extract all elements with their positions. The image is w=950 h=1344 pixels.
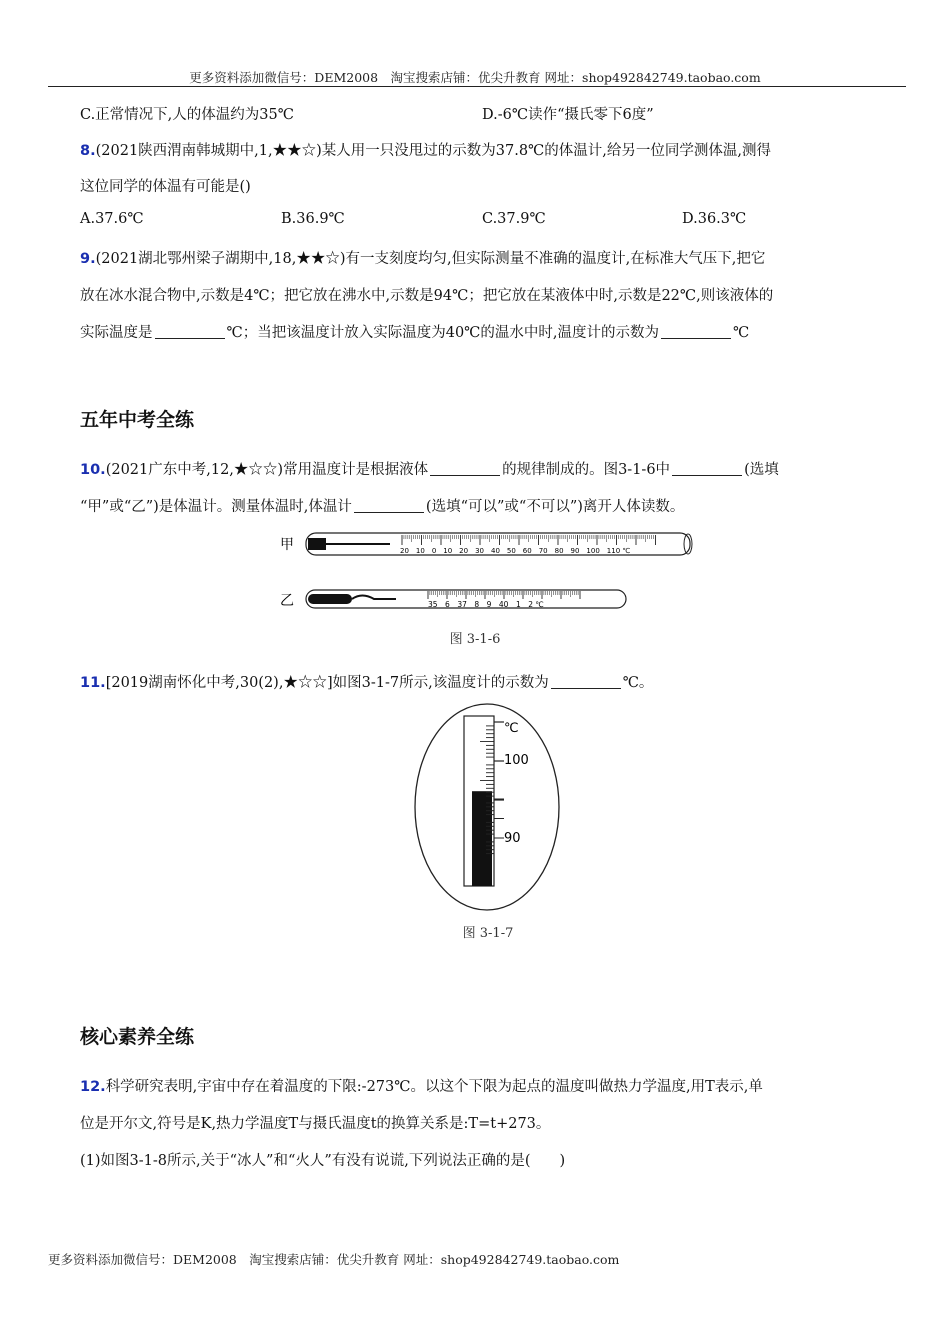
q9-blank-1[interactable] [155,324,225,339]
jia-scale-labels: 20 10 0 10 20 30 40 50 60 70 80 90 100 110 ℃ [400,547,631,555]
q8-text1: (2021陕西渭南韩城期中,1,★★☆)某人用一只没甩过的示数为37.8℃的体温计,给另一位同学测体温,测得 [95,143,771,159]
section-title-2: 核心素养全练 [80,1026,195,1048]
section-title-1: 五年中考全练 [80,409,195,431]
q11-line [80,671,653,692]
q8-option-c: C.37.9℃ [482,211,546,227]
unit-label: ℃ [504,721,519,736]
q11-blank[interactable] [551,674,621,689]
q10-text1c: (选填 [744,462,779,478]
q10-text2b: (选填“可以”或“不可以”)离开人体读数。 [425,499,685,515]
q10-text1b: 的规律制成的。图3-1-6中 [502,462,671,478]
q8-line1 [80,139,771,160]
q12-number: 12. [80,1079,106,1095]
q10-line1 [80,458,779,479]
q12-line1 [80,1075,763,1096]
q8-option-b: B.36.9℃ [281,211,345,227]
q10-text2a: “甲”或“乙”)是体温计。测量体温时,体温计 [80,499,352,515]
q9-text1: (2021湖北鄂州梁子湖期中,18,★★☆)有一支刻度均匀,但实际测量不准确的温度计,在标准大气压下,把它 [95,251,766,267]
q8-line2: 这位同学的体温有可能是() [80,179,251,195]
q10-blank-1[interactable] [430,461,500,476]
figure-3-1-6 [270,528,700,618]
label-jia: 甲 [280,537,294,553]
thermometer-closeup-svg [412,702,562,912]
q7-option-d: D.-6℃读作“摄氏零下6度” [482,107,654,123]
q12-line2: 位是开尔文,符号是K,热力学温度T与摄氏温度t的换算关系是:T=t+273。 [80,1116,551,1132]
q10-text1a: (2021广东中考,12,★☆☆)常用温度计是根据液体 [105,462,429,478]
q10-number: 10. [80,462,106,478]
caption-3-1-6: 图 3-1-6 [449,632,501,647]
q9-number: 9. [80,251,96,267]
yi-scale-labels: 35 6 37 8 9 40 1 2 ℃ [428,600,544,609]
q9-line2: 放在冰水混合物中,示数是4℃；把它放在沸水中,示数是94℃；把它放在某液体中时,示数是22℃,则该液体的 [80,288,774,304]
yi-bulb [308,594,352,604]
q9-blank-2[interactable] [661,324,731,339]
q12-text1: 科学研究表明,宇宙中存在着温度的下限:-273℃。以这个下限为起点的温度叫做热力学温度,用T表示,单 [105,1079,763,1095]
page-footer: 更多资料添加微信号：DEM2008 淘宝搜索店铺：优尖升教育 网址：shop492842749.taobao.com [48,1252,620,1267]
q11-text-b: ℃。 [622,675,654,691]
q9-line1 [80,247,765,268]
label-100: 100 [504,753,529,768]
q11-text-a: [2019湖南怀化中考,30(2),★☆☆]如图3-1-7所示,该温度计的示数为 [105,675,549,691]
q8-option-d: D.36.3℃ [682,211,747,227]
caption-3-1-7: 图 3-1-7 [462,926,514,941]
label-yi: 乙 [280,593,294,609]
q9-text3a: 实际温度是 [80,325,153,341]
q10-blank-3[interactable] [354,498,424,513]
q9-line3 [80,321,749,342]
q12-line3: (1)如图3-1-8所示,关于“冰人”和“火人”有没有说谎,下列说法正确的是( ) [80,1153,566,1169]
label-90: 90 [504,831,521,846]
q10-blank-2[interactable] [672,461,742,476]
thermometers-svg [270,528,700,618]
q8-option-a: A.37.6℃ [80,211,144,227]
q9-text3c: ℃ [733,325,750,341]
q10-line2 [80,495,684,516]
figure-3-1-7 [412,702,562,912]
liquid-column [472,791,492,886]
q8-number: 8. [80,143,96,159]
jia-bulb [308,538,326,550]
q11-number: 11. [80,675,106,691]
page-header: 更多资料添加微信号：DEM2008 淘宝搜索店铺：优尖升教育 网址：shop492842749.taobao.com [189,70,761,85]
header-divider [48,86,906,87]
q7-option-c: C.正常情况下,人的体温约为35℃ [80,107,294,123]
q9-text3b: ℃；当把该温度计放入实际温度为40℃的温水中时,温度计的示数为 [226,325,659,341]
